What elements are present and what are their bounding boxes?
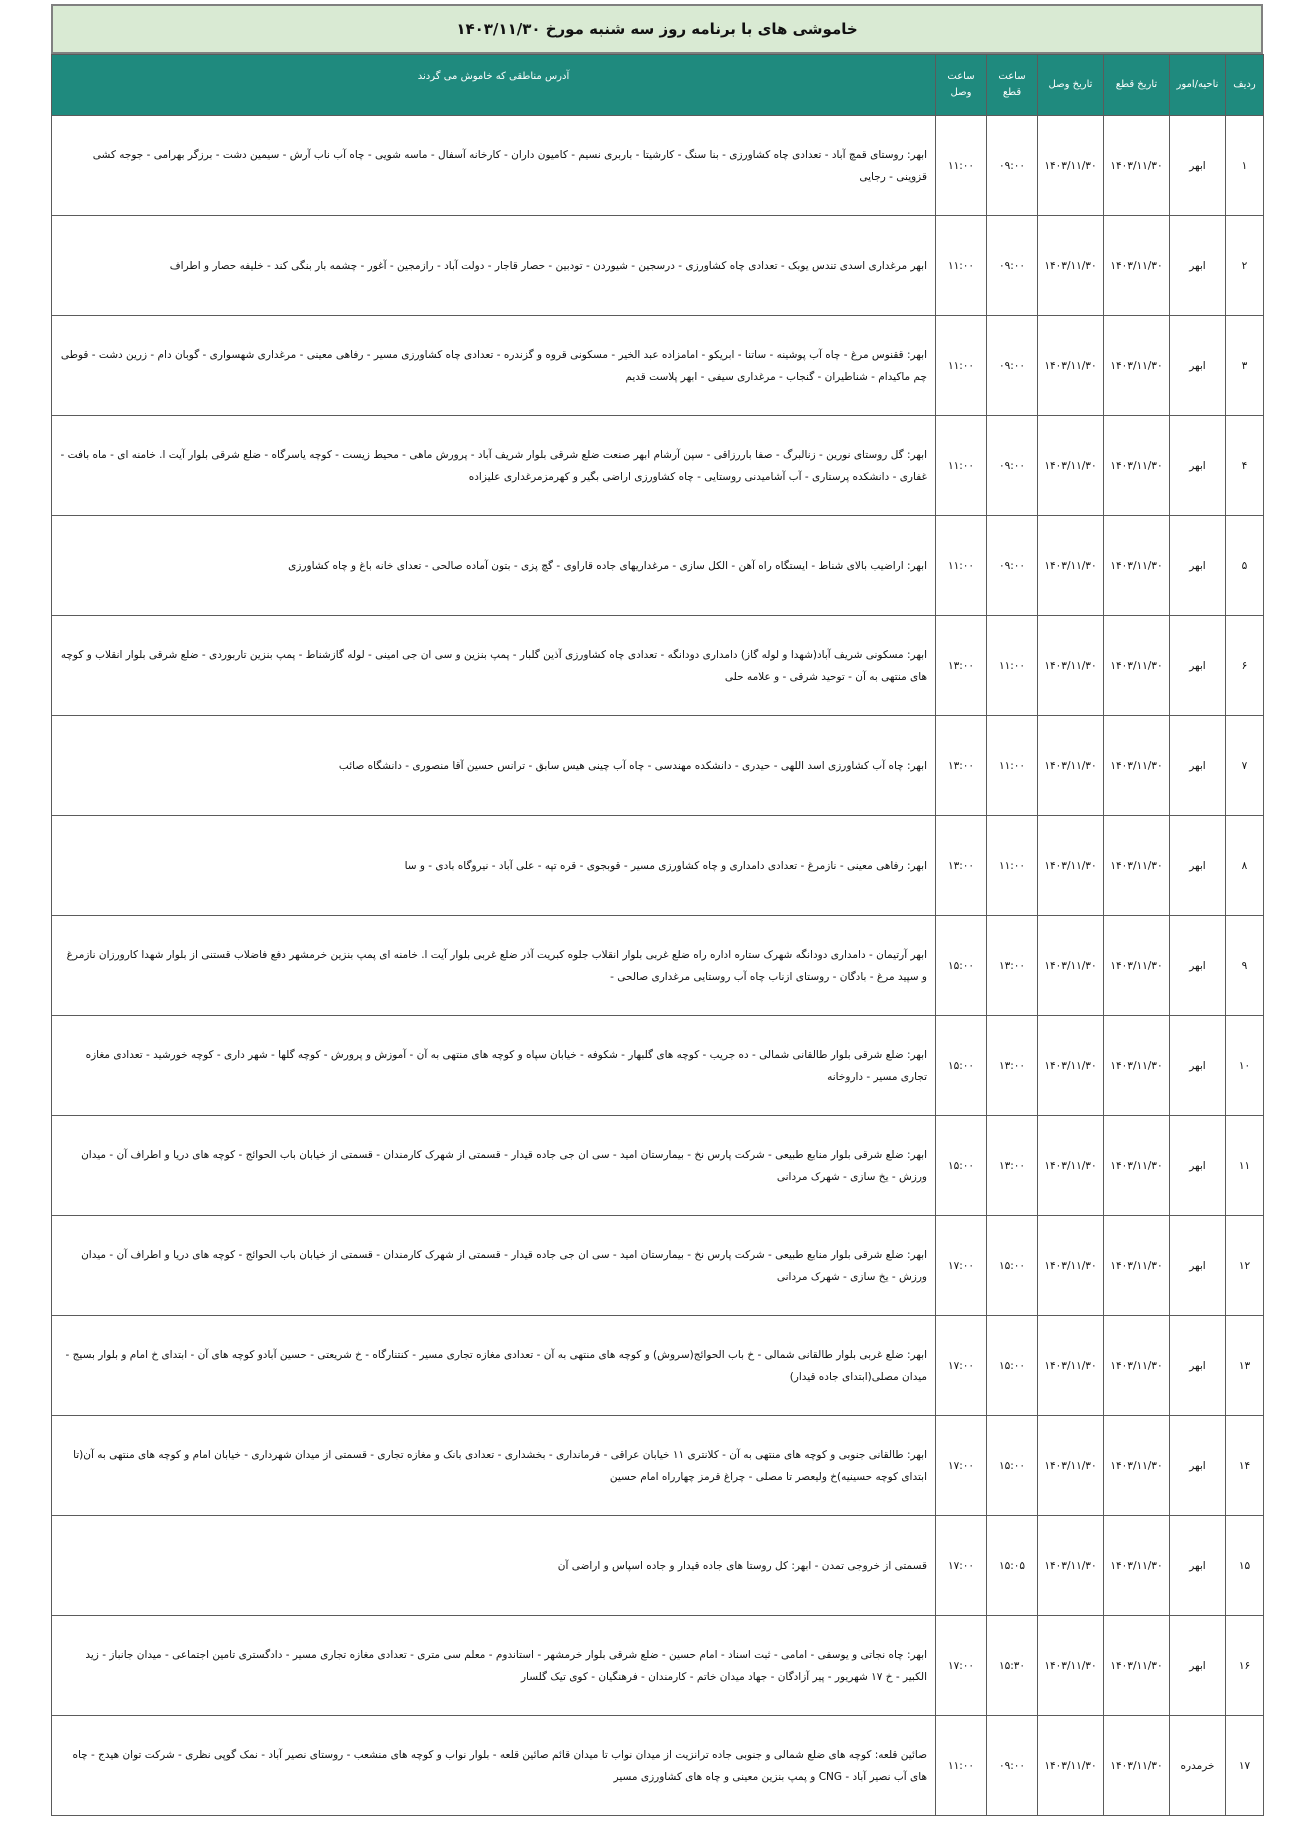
cell-area: ابهر <box>1170 116 1226 216</box>
cell-connect-date: ۱۴۰۳/۱۱/۳۰ <box>1038 416 1104 516</box>
cell-address: ابهر: طالقانی جنوبی و کوچه های منتهی به آن - کلانتری ۱۱ خیابان عراقی - فرمانداری - بخشداری - تعدادی بانک و مغازه تجاری - قسمتی از میدان شهرداری - خیابان امام و کوچه های منتهی به آن(تا ابتدای کوچه حسینیه)خ ولیعصر تا مصلی - چراغ قرمز چهارراه امام حسین <box>52 1416 936 1516</box>
cell-connect-date: ۱۴۰۳/۱۱/۳۰ <box>1038 516 1104 616</box>
cell-connect-date: ۱۴۰۳/۱۱/۳۰ <box>1038 1316 1104 1416</box>
cell-connect-date: ۱۴۰۳/۱۱/۳۰ <box>1038 1016 1104 1116</box>
cell-cut-date: ۱۴۰۳/۱۱/۳۰ <box>1104 1416 1170 1516</box>
cell-area: خرمدره <box>1170 1716 1226 1816</box>
table-row <box>52 1216 1264 1316</box>
cell-connect-time: ۱۷:۰۰ <box>936 1516 987 1616</box>
cell-cut-date: ۱۴۰۳/۱۱/۳۰ <box>1104 116 1170 216</box>
cell-cut-time: ۱۱:۰۰ <box>987 616 1038 716</box>
cell-connect-time: ۱۱:۰۰ <box>936 216 987 316</box>
cell-connect-date: ۱۴۰۳/۱۱/۳۰ <box>1038 1216 1104 1316</box>
cell-cut-time: ۱۵:۰۰ <box>987 1316 1038 1416</box>
cell-connect-time: ۱۱:۰۰ <box>936 316 987 416</box>
cell-cut-time: ۱۵:۰۵ <box>987 1516 1038 1616</box>
cell-row-number: ۳ <box>1226 316 1264 416</box>
cell-address: ابهر: ضلع غربی بلوار طالقانی شمالی - خ باب الحوائج(سروش) و کوچه های منتهی به آن - تعدادی مغازه تجاری مسیر - کنتنارگاه - خ شریعتی - حسین آبادو کوچه های آن - ابتدای خ امام و بلوار بسیج - میدان مصلی(ابتدای جاده قیدار) <box>52 1316 936 1416</box>
table-row <box>52 616 1264 716</box>
cell-connect-date: ۱۴۰۳/۱۱/۳۰ <box>1038 316 1104 416</box>
cell-row-number: ۹ <box>1226 916 1264 1016</box>
cell-cut-date: ۱۴۰۳/۱۱/۳۰ <box>1104 216 1170 316</box>
table-row <box>52 216 1264 316</box>
table-row <box>52 116 1264 216</box>
cell-area: ابهر <box>1170 1216 1226 1316</box>
table-row <box>52 916 1264 1016</box>
cell-row-number: ۱ <box>1226 116 1264 216</box>
cell-cut-date: ۱۴۰۳/۱۱/۳۰ <box>1104 1016 1170 1116</box>
cell-address: ابهر: چاه آب کشاورزی اسد اللهی - حیدری - دانشکده مهندسی - چاه آب چینی هیس سابق - ترانس حسین آقا منصوری - دانشگاه صائب <box>52 716 936 816</box>
cell-area: ابهر <box>1170 316 1226 416</box>
header-connect-time: ساعت وصل <box>936 55 987 116</box>
cell-connect-date: ۱۴۰۳/۱۱/۳۰ <box>1038 1416 1104 1516</box>
table-row <box>52 1616 1264 1716</box>
cell-cut-date: ۱۴۰۳/۱۱/۳۰ <box>1104 516 1170 616</box>
cell-cut-date: ۱۴۰۳/۱۱/۳۰ <box>1104 1316 1170 1416</box>
cell-connect-date: ۱۴۰۳/۱۱/۳۰ <box>1038 916 1104 1016</box>
cell-connect-time: ۱۷:۰۰ <box>936 1316 987 1416</box>
cell-area: ابهر <box>1170 1416 1226 1516</box>
table-row <box>52 316 1264 416</box>
cell-connect-time: ۱۵:۰۰ <box>936 1116 987 1216</box>
cell-connect-date: ۱۴۰۳/۱۱/۳۰ <box>1038 616 1104 716</box>
schedule-sheet <box>51 4 1263 1816</box>
cell-cut-time: ۱۵:۰۰ <box>987 1216 1038 1316</box>
cell-cut-time: ۰۹:۰۰ <box>987 1716 1038 1816</box>
cell-area: ابهر <box>1170 1016 1226 1116</box>
cell-cut-time: ۱۵:۰۰ <box>987 1416 1038 1516</box>
cell-address: ابهر: رفاهی معینی - نازمرغ - تعدادی دامداری و چاه کشاورزی مسیر - قوبجوی - قره تپه - علی آباد - نیروگاه بادی - و سا <box>52 816 936 916</box>
cell-cut-date: ۱۴۰۳/۱۱/۳۰ <box>1104 716 1170 816</box>
header-connect-date: تاریخ وصل <box>1038 55 1104 116</box>
table-row <box>52 1416 1264 1516</box>
cell-row-number: ۱۵ <box>1226 1516 1264 1616</box>
cell-cut-date: ۱۴۰۳/۱۱/۳۰ <box>1104 1516 1170 1616</box>
cell-address: قسمتی از خروجی تمدن - ابهر: کل روستا های جاده قیدار و جاده اسپاس و اراضی آن <box>52 1516 936 1616</box>
header-cut-time: ساعت قطع <box>987 55 1038 116</box>
header-row-number: ردیف <box>1226 55 1264 116</box>
table-row <box>52 416 1264 516</box>
cell-cut-time: ۱۳:۰۰ <box>987 1116 1038 1216</box>
cell-area: ابهر <box>1170 416 1226 516</box>
cell-address: ابهر مرغداری اسدی تندس یوبک - تعدادی چاه کشاورزی - درسجین - شیوردن - تودبین - حصار قاجار - دولت آباد - رازمجین - آغور - چشمه بار بنگی کند - خلیفه حصار و اطراف <box>52 216 936 316</box>
cell-cut-time: ۱۳:۰۰ <box>987 916 1038 1016</box>
table-row <box>52 516 1264 616</box>
header-area: ناحیه/امور <box>1170 55 1226 116</box>
header-cut-date: تاریخ قطع <box>1104 55 1170 116</box>
table-row <box>52 816 1264 916</box>
cell-cut-time: ۱۳:۰۰ <box>987 1016 1038 1116</box>
cell-connect-time: ۱۷:۰۰ <box>936 1616 987 1716</box>
cell-connect-time: ۱۵:۰۰ <box>936 916 987 1016</box>
cell-cut-time: ۰۹:۰۰ <box>987 316 1038 416</box>
cell-address: ابهر: ققنوس مرغ - چاه آب پوشینه - ساتنا - ابریکو - امامزاده عبد الخیر - مسکونی قروه و گزندره - تعدادی چاه کشاورزی مسیر - رفاهی معینی - مرغداری شهسواری - گوبان دام - زرین دشت - قوطی چم ماکیدام - شناطیران - گنجاب - مرغداری سیفی - ابهر پلاست قدیم <box>52 316 936 416</box>
table-row <box>52 1116 1264 1216</box>
cell-address: ابهر: اراضیب بالای شناط - ایستگاه راه آهن - الکل سازی - مرغداریهای جاده قاراوی - گچ پزی - بتون آماده صالحی - تعدای خانه باغ و چاه کشاورزی <box>52 516 936 616</box>
cell-connect-date: ۱۴۰۳/۱۱/۳۰ <box>1038 1716 1104 1816</box>
cell-address: ابهر: ضلع شرقی بلوار منابع طبیعی - شرکت پارس نخ - بیمارستان امید - سی ان جی جاده قیدار - قسمتی از شهرک کارمندان - قسمتی از خیابان باب الحوائج - کوچه های دریا و اطراف آن - میدان ورزش - یخ سازی - شهرک مردانی <box>52 1116 936 1216</box>
cell-row-number: ۱۴ <box>1226 1416 1264 1516</box>
cell-area: ابهر <box>1170 1516 1226 1616</box>
page-title: خاموشی های با برنامه روز سه شنبه مورخ ۱۴۰۳/۱۱/۳۰ <box>51 4 1263 54</box>
cell-connect-time: ۱۳:۰۰ <box>936 816 987 916</box>
cell-cut-date: ۱۴۰۳/۱۱/۳۰ <box>1104 316 1170 416</box>
cell-row-number: ۱۷ <box>1226 1716 1264 1816</box>
cell-address: ابهر آرتیمان - دامداری دودانگه شهرک ستاره اداره راه ضلع غربی بلوار انقلاب جلوه کبریت آذر ضلع غربی بلوار آیت ا. خامنه ای پمپ بنزین خرمشهر دفع فاضلاب قستنی از بلوار شهدا کارورزان نازمرغ و سپید مرغ - بادگان - روستای ازناب چاه آب روستایی مرغداری صالحی - <box>52 916 936 1016</box>
cell-address: صائین قلعه: کوچه های ضلع شمالی و جنوبی جاده ترانزیت از میدان نواب تا میدان قائم صائین قلعه - بلوار نواب و کوچه های منشعب - روستای نصیر آباد - نمک گوپی نظری - شرکت توان هیدج - چاه های آب نصیر آباد - CNG و پمپ بنزین معینی و چاه های کشاورزی مسیر <box>52 1716 936 1816</box>
header-address: آدرس مناطقی که خاموش می گردند <box>52 55 936 116</box>
cell-connect-time: ۱۷:۰۰ <box>936 1416 987 1516</box>
table-row <box>52 1516 1264 1616</box>
cell-cut-date: ۱۴۰۳/۱۱/۳۰ <box>1104 1216 1170 1316</box>
cell-address: ابهر: ضلع شرقی بلوار منابع طبیعی - شرکت پارس نخ - بیمارستان امید - سی ان جی جاده قیدار - قسمتی از شهرک کارمندان - قسمتی از خیابان باب الحوائج - کوچه های دریا و اطراف آن - میدان ورزش - یخ سازی - شهرک مردانی <box>52 1216 936 1316</box>
cell-address: ابهر: مسکونی شریف آباد(شهدا و لوله گاز) دامداری دودانگه - تعدادی چاه کشاورزی آذین گلبار - پمپ بنزین و سی ان جی امینی - لوله گازشناط - پمپ بنزین تاربوردی - ضلع شرقی بلوار انقلاب و کوچه های منتهی به آن - توحید شرقی - و علامه حلی <box>52 616 936 716</box>
table-header-row <box>52 55 1264 116</box>
cell-row-number: ۱۰ <box>1226 1016 1264 1116</box>
cell-area: ابهر <box>1170 1116 1226 1216</box>
cell-row-number: ۱۱ <box>1226 1116 1264 1216</box>
cell-cut-date: ۱۴۰۳/۱۱/۳۰ <box>1104 916 1170 1016</box>
cell-row-number: ۱۳ <box>1226 1316 1264 1416</box>
cell-row-number: ۸ <box>1226 816 1264 916</box>
cell-connect-date: ۱۴۰۳/۱۱/۳۰ <box>1038 1116 1104 1216</box>
cell-area: ابهر <box>1170 1316 1226 1416</box>
cell-row-number: ۷ <box>1226 716 1264 816</box>
cell-connect-date: ۱۴۰۳/۱۱/۳۰ <box>1038 1516 1104 1616</box>
outage-table <box>51 54 1264 1816</box>
cell-cut-time: ۰۹:۰۰ <box>987 416 1038 516</box>
cell-connect-time: ۱۱:۰۰ <box>936 1716 987 1816</box>
cell-connect-date: ۱۴۰۳/۱۱/۳۰ <box>1038 816 1104 916</box>
cell-row-number: ۵ <box>1226 516 1264 616</box>
cell-cut-date: ۱۴۰۳/۱۱/۳۰ <box>1104 816 1170 916</box>
table-row <box>52 716 1264 816</box>
cell-row-number: ۶ <box>1226 616 1264 716</box>
cell-row-number: ۱۲ <box>1226 1216 1264 1316</box>
cell-row-number: ۴ <box>1226 416 1264 516</box>
cell-connect-time: ۱۵:۰۰ <box>936 1016 987 1116</box>
cell-connect-date: ۱۴۰۳/۱۱/۳۰ <box>1038 716 1104 816</box>
cell-area: ابهر <box>1170 916 1226 1016</box>
cell-area: ابهر <box>1170 816 1226 916</box>
cell-cut-date: ۱۴۰۳/۱۱/۳۰ <box>1104 1616 1170 1716</box>
table-row <box>52 1316 1264 1416</box>
cell-connect-time: ۱۷:۰۰ <box>936 1216 987 1316</box>
cell-cut-time: ۱۱:۰۰ <box>987 816 1038 916</box>
cell-area: ابهر <box>1170 1616 1226 1716</box>
cell-cut-time: ۰۹:۰۰ <box>987 516 1038 616</box>
cell-cut-date: ۱۴۰۳/۱۱/۳۰ <box>1104 1116 1170 1216</box>
cell-connect-date: ۱۴۰۳/۱۱/۳۰ <box>1038 1616 1104 1716</box>
cell-area: ابهر <box>1170 516 1226 616</box>
cell-cut-time: ۱۱:۰۰ <box>987 716 1038 816</box>
cell-cut-time: ۰۹:۰۰ <box>987 216 1038 316</box>
table-row <box>52 1716 1264 1816</box>
table-row <box>52 1016 1264 1116</box>
cell-address: ابهر: چاه نجاتی و یوسفی - امامی - ثبت اسناد - امام حسین - ضلع شرقی بلوار خرمشهر - استاندوم - معلم سی متری - تعدادی مغازه تجاری مسیر - دادگستری تامین اجتماعی - میدان جانباز - زید الکبیر - خ ۱۷ شهریور - پیر آزادگان - جهاد میدان خاتم - کارمندان - فرهنگیان - کوی تیک گلسار <box>52 1616 936 1716</box>
cell-connect-time: ۱۳:۰۰ <box>936 616 987 716</box>
cell-area: ابهر <box>1170 616 1226 716</box>
cell-connect-date: ۱۴۰۳/۱۱/۳۰ <box>1038 116 1104 216</box>
cell-connect-time: ۱۱:۰۰ <box>936 416 987 516</box>
cell-address: ابهر: روستای قمچ آباد - تعدادی چاه کشاورزی - بنا سنگ - کارشیتا - باربری نسیم - کامیون داران - کارخانه آسفال - ماسه شویی - چاه آب ناب آرش - سیمین دشت - برزگر بهرامی - جوجه کشی قزوینی - رجایی <box>52 116 936 216</box>
cell-cut-time: ۱۵:۳۰ <box>987 1616 1038 1716</box>
cell-connect-time: ۱۱:۰۰ <box>936 116 987 216</box>
cell-address: ابهر: گل روستای نورین - زنالبرگ - صفا باررزاقی - سپن آرشام ابهر صنعت ضلع شرقی بلوار شریف آباد - پرورش ماهی - محیط زیست - کوچه یاسرگاه - ضلع شرقی بلوار آیت ا. خامنه ای - ماه بافت - غفاری - دانشکده پرستاری - آب آشامیدنی روستایی - چاه کشاورزی اراضی بگیر و کهرمزمرغداری علیزاده <box>52 416 936 516</box>
table-body <box>52 116 1264 1816</box>
cell-area: ابهر <box>1170 216 1226 316</box>
cell-area: ابهر <box>1170 716 1226 816</box>
cell-connect-date: ۱۴۰۳/۱۱/۳۰ <box>1038 216 1104 316</box>
cell-connect-time: ۱۳:۰۰ <box>936 716 987 816</box>
cell-cut-date: ۱۴۰۳/۱۱/۳۰ <box>1104 416 1170 516</box>
cell-address: ابهر: ضلع شرقی بلوار طالقانی شمالی - ده جریب - کوچه های گلبهار - شکوفه - خیابان سپاه و کوچه های منتهی به آن - آموزش و پرورش - کوچه گلها - شهر داری - کوچه خورشید - تعدادی مغازه تجاری مسیر - داروخانه <box>52 1016 936 1116</box>
cell-connect-time: ۱۱:۰۰ <box>936 516 987 616</box>
cell-cut-date: ۱۴۰۳/۱۱/۳۰ <box>1104 1716 1170 1816</box>
cell-row-number: ۲ <box>1226 216 1264 316</box>
cell-row-number: ۱۶ <box>1226 1616 1264 1716</box>
cell-cut-time: ۰۹:۰۰ <box>987 116 1038 216</box>
cell-cut-date: ۱۴۰۳/۱۱/۳۰ <box>1104 616 1170 716</box>
